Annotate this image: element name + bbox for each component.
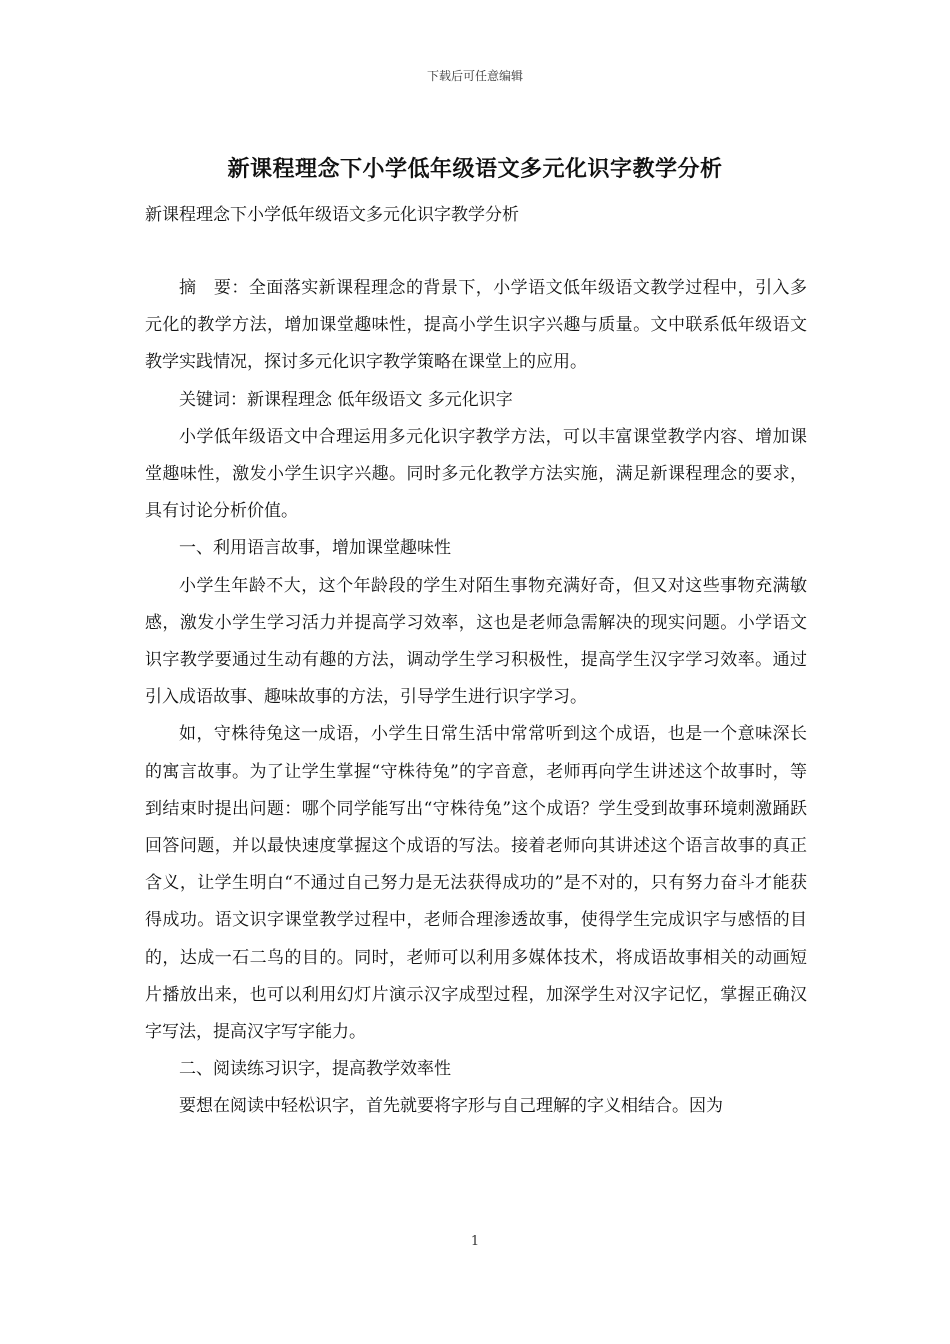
body-paragraph: 要想在阅读中轻松识字，首先就要将字形与自己理解的字义相结合。因为 xyxy=(179,1096,723,1117)
header-note: 下载后可任意编辑 xyxy=(426,69,523,83)
section-heading-1: 一、利用语言故事，增加课堂趣味性 xyxy=(179,538,451,559)
body-paragraph: 小学生年龄不大，这个年龄段的学生对陌生事物充满好奇，但又对这些事物充满敏感，激发小学生学习活力并提高学习效率，这也是老师急需解决的现实问题。小学语文识字教学要通过生动有趣的方法，调动学生学习积极性，提高学生汉字学习效率。通过引入成语故事、趣味故事的方法，引导学生进行识字学习。 xyxy=(145,575,807,708)
intro-paragraph: 小学低年级语文中合理运用多元化识字教学方法，可以丰富课堂教学内容、增加课堂趣味性，激发小学生识字兴趣。同时多元化教学方法实施，满足新课程理念的要求，具有讨论分析价值。 xyxy=(145,426,807,522)
page-number: 1 xyxy=(470,1234,480,1249)
document-subtitle: 新课程理念下小学低年级语文多元化识字教学分析 xyxy=(145,205,519,225)
body-paragraph: 如，守株待兔这一成语，小学生日常生活中常常听到这个成语，也是一个意味深长的寓言故事。为了让学生掌握“守株待兔”的字音意，老师再向学生讲述这个故事时，等到结束时提出问题：哪个同学能写出“守株待兔”这个成语？学生受到故事环境刺激踊跃回答问题，并以最快速度掌握这个成语的写法。接着老师向其讲述这个语言故事的真正含义，让学生明白“不通过自己努力是无法获得成功的”是不对的，只有努力奋斗才能获得成功。语文识字课堂教学过程中，老师合理渗透故事，使得学生完成识字与感悟的目的，达成一石二鸟的目的。同时，老师可以利用多媒体技术，将成语故事相关的动画短片播放出来，也可以利用幻灯片演示汉字成型过程，加深学生对汉字记忆，掌握正确汉字写法，提高汉字写字能力。 xyxy=(145,724,807,1043)
keywords-paragraph: 关键词：新课程理念 低年级语文 多元化识字 xyxy=(179,389,513,410)
section-heading-2: 二、阅读练习识字，提高教学效率性 xyxy=(179,1059,451,1080)
document-title: 新课程理念下小学低年级语文多元化识字教学分析 xyxy=(227,156,723,182)
abstract-paragraph: 摘 要：全面落实新课程理念的背景下，小学语文低年级语文教学过程中，引入多元化的教学方法，增加课堂趣味性，提高小学生识字兴趣与质量。文中联系低年级语文教学实践情况，探讨多元化识字教学策略在课堂上的应用。 xyxy=(145,278,807,373)
document-body xyxy=(145,270,807,1126)
